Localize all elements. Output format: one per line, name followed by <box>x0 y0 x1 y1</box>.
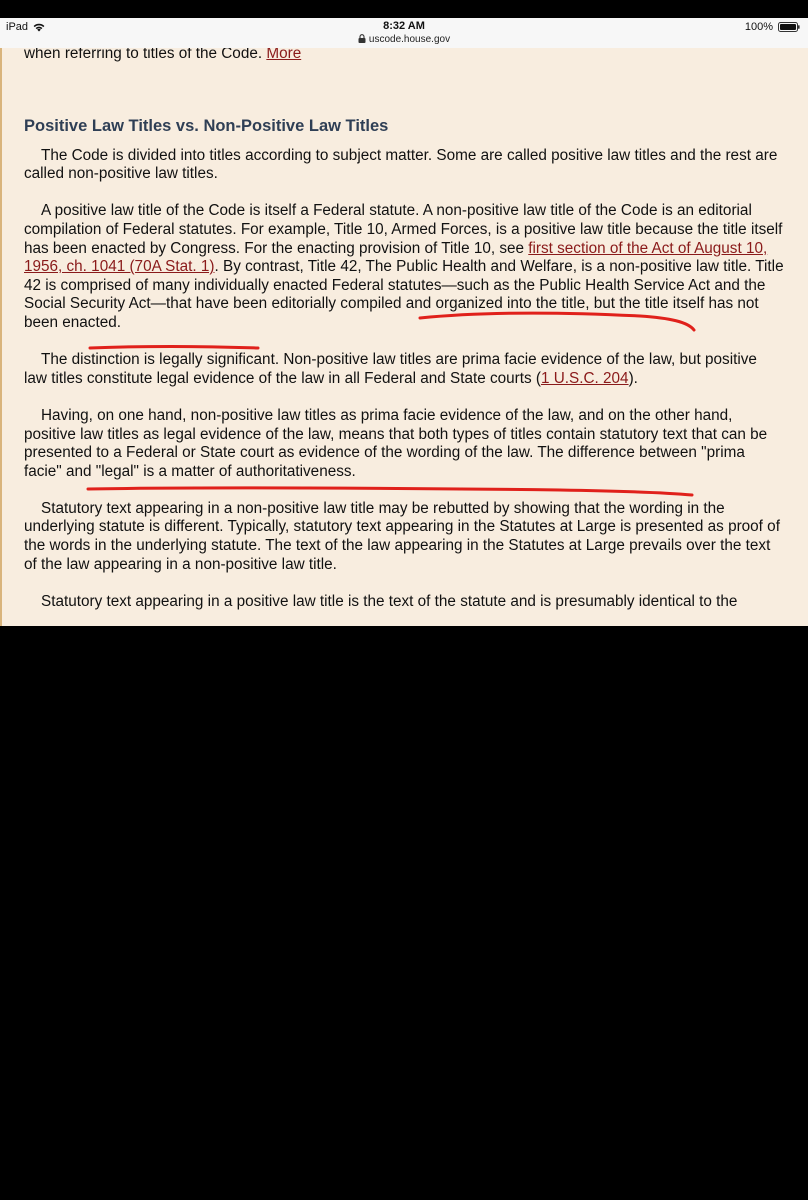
battery-icon <box>778 22 800 32</box>
battery-percent: 100% <box>744 21 773 33</box>
more-link[interactable]: More <box>266 48 302 62</box>
article-body <box>24 48 784 626</box>
lock-icon <box>358 34 366 43</box>
paragraph-3: The distinction is legally significant. Non-positive law titles are prima facie evidence of the law, but positive law titles constitute legal evidence of the law in all Federal and State courts (1 U.S.C. 204). <box>24 351 757 387</box>
status-right <box>745 21 800 33</box>
status-bar <box>0 18 808 48</box>
paragraph-6: Statutory text appearing in a positive law title is the text of the statute and is presumably identical to the <box>41 592 738 610</box>
address-bar[interactable] <box>0 34 808 45</box>
paragraph-4: Having, on one hand, non-positive law titles as prima facie evidence of the law, and on the other hand, positive law titles as legal evidence of the law, means that both types of titles contain statutory text that can be presented to a Federal or State court as evidence of the wording of the law. The difference between "prima facie" and "legal" is a matter of authoritativeness. <box>24 406 768 480</box>
paragraph-2: A positive law title of the Code is itself a Federal statute. A non-positive law title of the Code is an editorial compilation of Federal statutes. For example, Title 10, Armed Forces, is a positive law title because the title itself has been enacted by Congress. For the enacting provision of Title 10, see first section of the Act of August 10, 1956, ch. 1041 (70A Stat. 1). By contrast, Title 42, The Public Health and Welfare, is a non-positive law title. Title 42 is comprised of many individually enacted Federal statutes—such as the Public Health Service Act and the Social Security Act—that have been editorially compiled and organized into the title, but the title itself has not been enacted. <box>24 202 784 331</box>
page-content <box>0 48 808 626</box>
intro-line: when referring to titles of the Code. More <box>24 48 784 64</box>
enacting-provision-link[interactable]: first section of the Act of August 10, 1956, ch. 1041 (70A Stat. 1) <box>24 239 768 276</box>
device-label: iPad <box>6 21 29 33</box>
status-time: 8:32 AM <box>383 20 425 32</box>
paragraph-1: The Code is divided into titles according to subject matter. Some are called positive law titles and the rest are called non-positive law titles. <box>24 146 778 183</box>
section-heading: Positive Law Titles vs. Non-Positive Law Titles <box>24 116 389 135</box>
paragraph-5: Statutory text appearing in a non-positive law title may be rebutted by showing that the wording in the underlying statute is different. Typically, statutory text appearing in the Statutes at Large is presented as proof of the words in the underlying statute. The text of the law appearing in the Statutes at Large prevails over the text of the law appearing in a non-positive law title. <box>24 499 780 573</box>
url-text: uscode.house.gov <box>368 34 451 45</box>
usc-204-link[interactable]: 1 U.S.C. 204 <box>540 369 629 387</box>
